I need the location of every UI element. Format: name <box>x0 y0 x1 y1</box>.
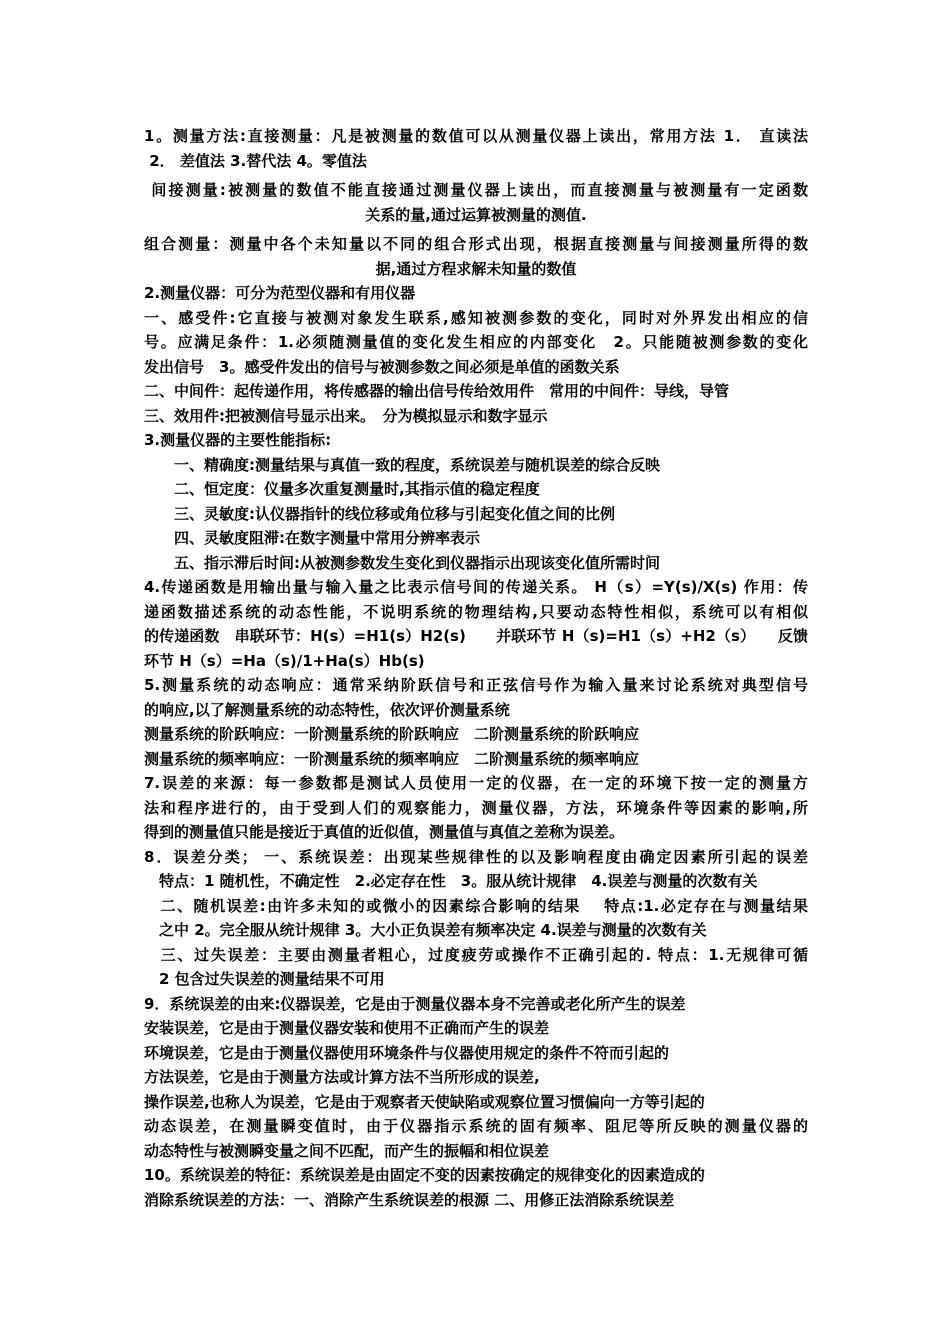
text-line: 1。测量方法:直接测量：凡是被测量的数值可以从测量仪器上读出，常用方法 1． 直读法 <box>144 127 808 145</box>
text-line: 三、灵敏度:认仪器指针的线位移或角位移与引起变化值之间的比例 <box>144 504 616 523</box>
text-line: 环境误差，它是由于测量仪器使用环境条件与仪器使用规定的条件不符而引起的 <box>144 1043 670 1062</box>
text-line: 三、效用件:把被测信号显示出来。 分为模拟显示和数字显示 <box>144 406 548 425</box>
document-body <box>144 124 808 1212</box>
text-line: 测量系统的阶跃响应：一阶测量系统的阶跃响应 二阶测量系统的阶跃响应 <box>144 725 640 743</box>
text-line: 关系的量,通过运算被测量的测值. <box>365 205 587 224</box>
text-line: 三、过失误差：主要由测量者粗心，过度疲劳或操作不正确引起的. 特点：1.无规律可循 <box>144 945 808 964</box>
text-line: 环节 H（s）=Ha（s)/1+Ha(s）Hb(s) <box>144 651 425 670</box>
text-line: 组合测量：测量中各个未知量以不同的组合形式出现，根据直接测量与间接测量所得的数 <box>144 235 808 253</box>
text-line: 一、精确度:测量结果与真值一致的程度，系统误差与随机误差的综合反映 <box>144 455 661 474</box>
text-line: 之中 2。完全服从统计规律 3。大小正负误差有频率决定 4.误差与测量的次数有关 <box>144 921 707 939</box>
text-line: 消除系统误差的方法：一、消除产生系统误差的根源 二、用修正法消除系统误差 <box>144 1190 675 1209</box>
text-line: 递函数描述系统的动态性能，不说明系统的物理结构,只要动态特性相似，系统可以有相似 <box>144 602 808 621</box>
text-line: 号。应满足条件：1.必须随测量值的变化发生相应的内部变化 2。只能随被测参数的变化 <box>144 333 808 351</box>
text-line: 动态误差，在测量瞬变值时，由于仪器指示系统的固有频率、阻尼等所反映的测量仪器的 <box>144 1117 808 1135</box>
text-line: 2 包含过失误差的测量结果不可用 <box>144 970 385 988</box>
text-line: 10。系统误差的特征：系统误差是由固定不变的因素按确定的规律变化的因素造成的 <box>144 1166 705 1184</box>
text-line: 的传递函数 串联环节：H(s）=H1(s）H2(s) 并联环节 H（s)=H1（s）+H2（s） 反馈 <box>144 627 808 645</box>
text-line: 据,通过方程求解未知量的数值 <box>375 259 577 278</box>
text-line: 测量系统的频率响应：一阶测量系统的频率响应 二阶测量系统的频率响应 <box>144 749 640 768</box>
text-line: 2.测量仪器：可分为范型仪器和有用仪器 <box>144 284 416 302</box>
text-line: 动态特性与被测瞬变量之间不匹配，而产生的振幅和相位误差 <box>144 1141 550 1160</box>
text-line: 特点：1 随机性，不确定性 2.必定存在性 3。服从统计规律 4.误差与测量的次数有关 <box>144 872 758 890</box>
text-line: 五、指示滞后时间:从被测参数发生变化到仪器指示出现该变化值所需时间 <box>144 553 661 572</box>
text-line: 3.测量仪器的主要性能指标: <box>144 431 332 449</box>
text-line: 得到的测量值只能是接近于真值的近似值，测量值与真值之差称为误差。 <box>144 823 625 841</box>
text-line: 二、随机误差:由许多未知的或微小的因素综合影响的结果 特点:1.必定存在与测量结果 <box>144 896 808 915</box>
text-line: 发出信号 3。感受件发出的信号与被测参数之间必须是单值的函数关系 <box>144 357 620 376</box>
text-line: 四、灵敏度阻滞:在数字测量中常用分辨率表示 <box>144 529 481 547</box>
text-line: 方法误差，它是由于测量方法或计算方法不当所形成的误差, <box>144 1068 540 1086</box>
text-line: 的响应,以了解测量系统的动态特性，依次评价测量系统 <box>144 700 510 719</box>
text-line: 2． 差值法 3.替代法 4。零值法 <box>144 151 367 170</box>
text-line: 法和程序进行的，由于受到人们的观察能力，测量仪器，方法，环境条件等因素的影响,所 <box>144 798 808 817</box>
text-line: 5.测量系统的动态响应：通常采纳阶跃信号和正弦信号作为输入量来讨论系统对典型信号 <box>144 676 808 694</box>
text-line: 操作误差,也称人为误差，它是由于观察者天使缺陷或观察位置习惯偏向一方等引起的 <box>144 1092 705 1111</box>
text-line: 7.误差的来源：每一参数都是测试人员使用一定的仪器，在一定的环境下按一定的测量方 <box>144 774 808 792</box>
text-line: 间接测量:被测量的数值不能直接通过测量仪器上读出，而直接测量与被测量有一定函数 <box>144 181 808 199</box>
text-line: 9．系统误差的由来:仪器误差，它是由于测量仪器本身不完善或老化所产生的误差 <box>144 994 686 1013</box>
text-line: 二、中间件：起传递作用，将传感器的输出信号传给效用件 常用的中间件：导线，导管 <box>144 382 730 400</box>
text-line: 4.传递函数是用输出量与输入量之比表示信号间的传递关系。 H（s）=Y(s)/X(s) 作用：传 <box>144 578 808 596</box>
text-line: 一、感受件:它直接与被测对象发生联系,感知被测参数的变化，同时对外界发出相应的信 <box>144 308 808 327</box>
text-line: 二、恒定度：仪量多次重复测量时,其指示值的稳定程度 <box>144 480 540 498</box>
text-line: 8．误差分类； 一、系统误差：出现某些规律性的以及影响程度由确定因素所引起的误差 <box>144 847 808 866</box>
text-line: 安装误差，它是由于测量仪器安装和使用不正确而产生的误差 <box>144 1019 550 1037</box>
